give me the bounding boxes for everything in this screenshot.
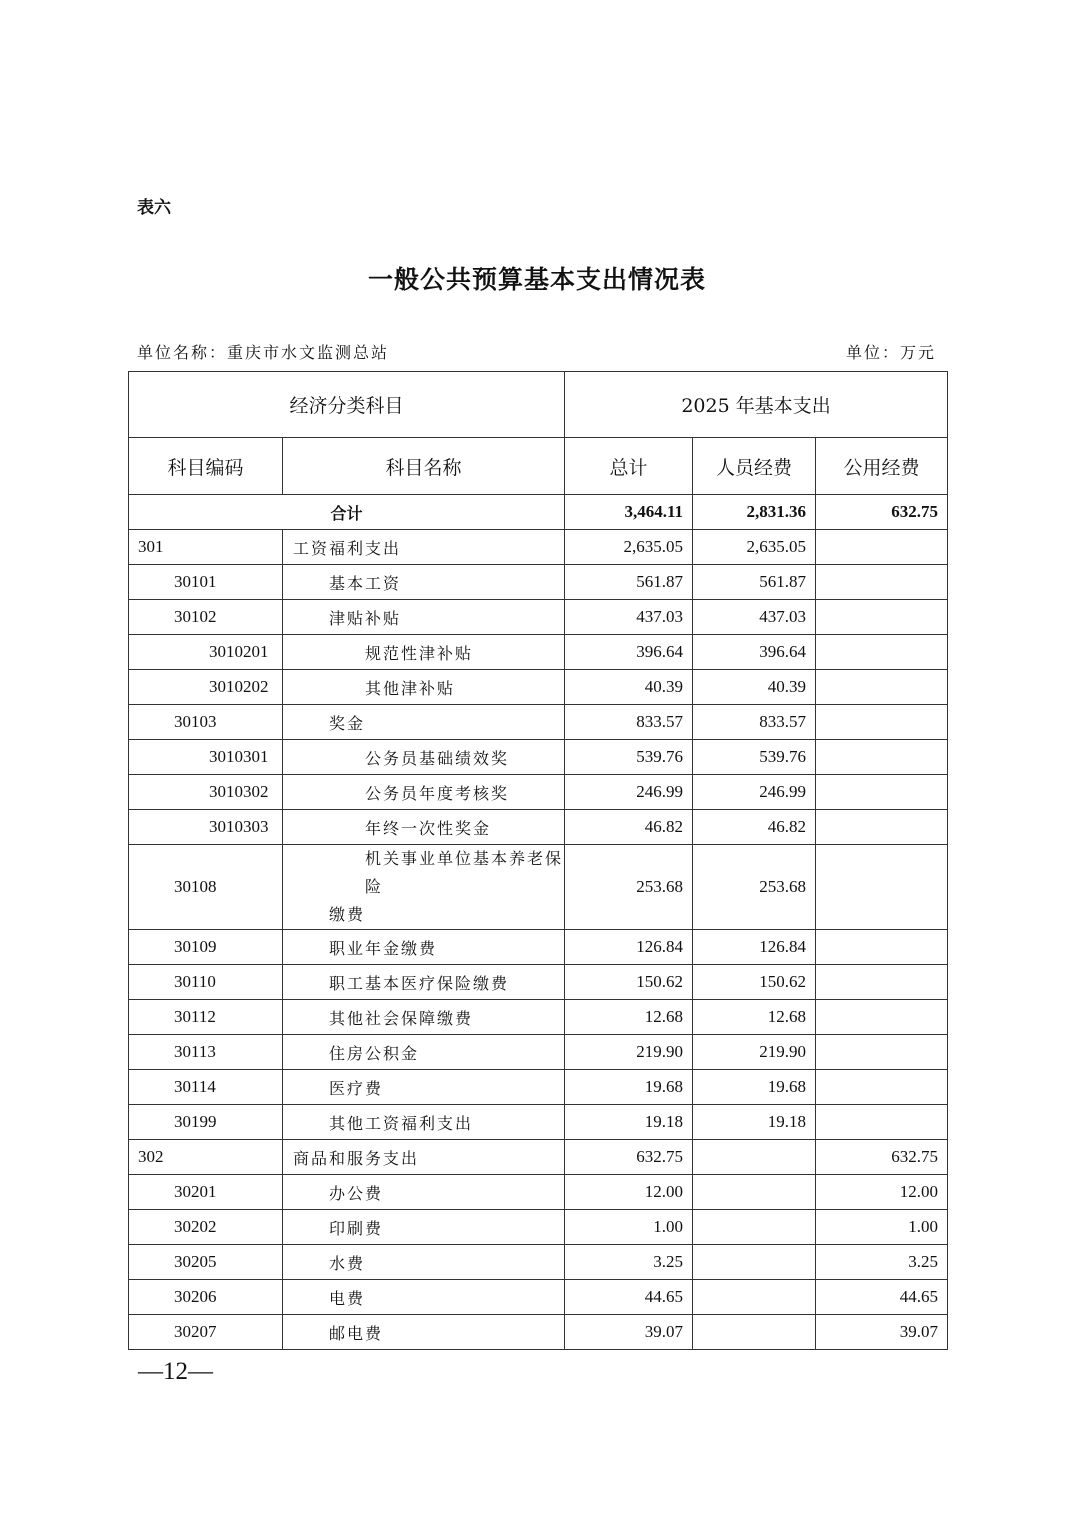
row-code: 302 <box>129 1140 283 1175</box>
row-personnel <box>693 1140 816 1175</box>
row-total: 437.03 <box>565 600 693 635</box>
row-personnel: 437.03 <box>693 600 816 635</box>
table-row <box>129 1070 948 1105</box>
header-total: 总计 <box>565 438 693 495</box>
row-public: 39.07 <box>816 1315 948 1350</box>
row-name: 规范性津补贴 <box>283 635 565 670</box>
row-personnel: 12.68 <box>693 1000 816 1035</box>
row-public <box>816 775 948 810</box>
row-public <box>816 1070 948 1105</box>
page-title: 一般公共预算基本支出情况表 <box>367 265 706 294</box>
row-public: 1.00 <box>816 1210 948 1245</box>
row-name: 电费 <box>283 1280 565 1315</box>
table-row <box>129 565 948 600</box>
row-name: 商品和服务支出 <box>283 1140 565 1175</box>
row-code: 30108 <box>129 845 283 930</box>
row-total: 40.39 <box>565 670 693 705</box>
row-total: 246.99 <box>565 775 693 810</box>
row-code: 30114 <box>129 1070 283 1105</box>
row-total: 632.75 <box>565 1140 693 1175</box>
row-total: 539.76 <box>565 740 693 775</box>
row-name: 印刷费 <box>283 1210 565 1245</box>
table-row <box>129 1210 948 1245</box>
row-name: 职工基本医疗保险缴费 <box>283 965 565 1000</box>
table-row <box>129 740 948 775</box>
table-row <box>129 600 948 635</box>
row-public <box>816 1035 948 1070</box>
budget-table <box>128 371 948 1350</box>
row-code: 3010202 <box>129 670 283 705</box>
row-public <box>816 670 948 705</box>
row-code: 30113 <box>129 1035 283 1070</box>
row-total: 150.62 <box>565 965 693 1000</box>
row-personnel: 126.84 <box>693 930 816 965</box>
row-personnel: 246.99 <box>693 775 816 810</box>
total-row <box>129 495 948 530</box>
table-row <box>129 1245 948 1280</box>
row-code: 3010302 <box>129 775 283 810</box>
row-total: 833.57 <box>565 705 693 740</box>
row-personnel: 539.76 <box>693 740 816 775</box>
row-public <box>816 845 948 930</box>
table-row <box>129 810 948 845</box>
row-name: 住房公积金 <box>283 1035 565 1070</box>
row-public: 632.75 <box>816 1140 948 1175</box>
row-total: 44.65 <box>565 1280 693 1315</box>
row-personnel: 396.64 <box>693 635 816 670</box>
header-year-expense: 2025 年基本支出 <box>565 372 948 438</box>
header-public: 公用经费 <box>816 438 948 495</box>
row-code: 30109 <box>129 930 283 965</box>
row-total: 219.90 <box>565 1035 693 1070</box>
table-row <box>129 845 948 930</box>
table-row <box>129 1315 948 1350</box>
table-row <box>129 775 948 810</box>
row-code: 30205 <box>129 1245 283 1280</box>
row-name: 其他津补贴 <box>283 670 565 705</box>
table-row <box>129 1175 948 1210</box>
table-row <box>129 670 948 705</box>
row-personnel: 46.82 <box>693 810 816 845</box>
table-row <box>129 530 948 565</box>
row-personnel: 19.18 <box>693 1105 816 1140</box>
row-public: 3.25 <box>816 1245 948 1280</box>
row-public: 44.65 <box>816 1280 948 1315</box>
table-label: 表六 <box>137 198 171 218</box>
row-name: 公务员基础绩效奖 <box>283 740 565 775</box>
row-name <box>283 845 565 930</box>
row-name: 津贴补贴 <box>283 600 565 635</box>
unit-label: 单位：万元 <box>845 343 936 362</box>
row-public <box>816 965 948 1000</box>
row-code: 30110 <box>129 965 283 1000</box>
table-row <box>129 930 948 965</box>
row-personnel <box>693 1210 816 1245</box>
row-public <box>816 565 948 600</box>
row-public <box>816 705 948 740</box>
table-row <box>129 965 948 1000</box>
table-row <box>129 1140 948 1175</box>
row-personnel <box>693 1315 816 1350</box>
row-name: 办公费 <box>283 1175 565 1210</box>
table-row <box>129 635 948 670</box>
row-total: 253.68 <box>565 845 693 930</box>
row-personnel <box>693 1245 816 1280</box>
row-total: 12.68 <box>565 1000 693 1035</box>
total-public: 632.75 <box>816 495 948 530</box>
total-total: 3,464.11 <box>565 495 693 530</box>
row-public <box>816 635 948 670</box>
row-total: 2,635.05 <box>565 530 693 565</box>
total-personnel: 2,831.36 <box>693 495 816 530</box>
row-public <box>816 1000 948 1035</box>
row-code: 30112 <box>129 1000 283 1035</box>
header-name: 科目名称 <box>283 438 565 495</box>
row-personnel: 219.90 <box>693 1035 816 1070</box>
row-name-line-1: 机关事业单位基本养老保险 <box>365 849 564 896</box>
page-number: —12— <box>138 1358 213 1385</box>
row-code: 30103 <box>129 705 283 740</box>
row-name: 邮电费 <box>283 1315 565 1350</box>
unit-name: 单位名称：重庆市水文监测总站 <box>137 343 390 362</box>
row-name: 公务员年度考核奖 <box>283 775 565 810</box>
table-row <box>129 1035 948 1070</box>
table-row <box>129 1000 948 1035</box>
row-personnel <box>693 1280 816 1315</box>
row-total: 396.64 <box>565 635 693 670</box>
row-personnel: 150.62 <box>693 965 816 1000</box>
row-code: 30207 <box>129 1315 283 1350</box>
row-code: 3010303 <box>129 810 283 845</box>
table-row <box>129 705 948 740</box>
row-public <box>816 810 948 845</box>
row-public <box>816 600 948 635</box>
table-row <box>129 1280 948 1315</box>
row-public <box>816 740 948 775</box>
row-total: 46.82 <box>565 810 693 845</box>
row-personnel: 40.39 <box>693 670 816 705</box>
header-code: 科目编码 <box>129 438 283 495</box>
row-code: 30199 <box>129 1105 283 1140</box>
total-label: 合计 <box>129 495 565 530</box>
row-name: 奖金 <box>283 705 565 740</box>
row-total: 561.87 <box>565 565 693 600</box>
row-public <box>816 930 948 965</box>
row-personnel: 2,635.05 <box>693 530 816 565</box>
row-total: 39.07 <box>565 1315 693 1350</box>
row-code: 3010201 <box>129 635 283 670</box>
row-total: 3.25 <box>565 1245 693 1280</box>
row-public <box>816 1105 948 1140</box>
row-personnel: 561.87 <box>693 565 816 600</box>
row-personnel: 19.68 <box>693 1070 816 1105</box>
row-code: 30201 <box>129 1175 283 1210</box>
row-name: 年终一次性奖金 <box>283 810 565 845</box>
table-row <box>129 1105 948 1140</box>
row-code: 30101 <box>129 565 283 600</box>
row-total: 19.18 <box>565 1105 693 1140</box>
row-name: 医疗费 <box>283 1070 565 1105</box>
header-category: 经济分类科目 <box>129 372 565 438</box>
row-name: 职业年金缴费 <box>283 930 565 965</box>
row-name: 其他社会保障缴费 <box>283 1000 565 1035</box>
row-name: 其他工资福利支出 <box>283 1105 565 1140</box>
row-total: 126.84 <box>565 930 693 965</box>
row-total: 19.68 <box>565 1070 693 1105</box>
row-personnel: 253.68 <box>693 845 816 930</box>
row-code: 3010301 <box>129 740 283 775</box>
row-name-line-2: 缴费 <box>329 905 366 924</box>
row-public <box>816 530 948 565</box>
row-personnel: 833.57 <box>693 705 816 740</box>
row-total: 12.00 <box>565 1175 693 1210</box>
header-personnel: 人员经费 <box>693 438 816 495</box>
row-public: 12.00 <box>816 1175 948 1210</box>
row-name: 工资福利支出 <box>283 530 565 565</box>
header-row-1 <box>129 372 948 438</box>
row-code: 30202 <box>129 1210 283 1245</box>
row-code: 301 <box>129 530 283 565</box>
header-row-2 <box>129 438 948 495</box>
row-name: 水费 <box>283 1245 565 1280</box>
row-name: 基本工资 <box>283 565 565 600</box>
row-code: 30206 <box>129 1280 283 1315</box>
row-personnel <box>693 1175 816 1210</box>
row-code: 30102 <box>129 600 283 635</box>
row-total: 1.00 <box>565 1210 693 1245</box>
